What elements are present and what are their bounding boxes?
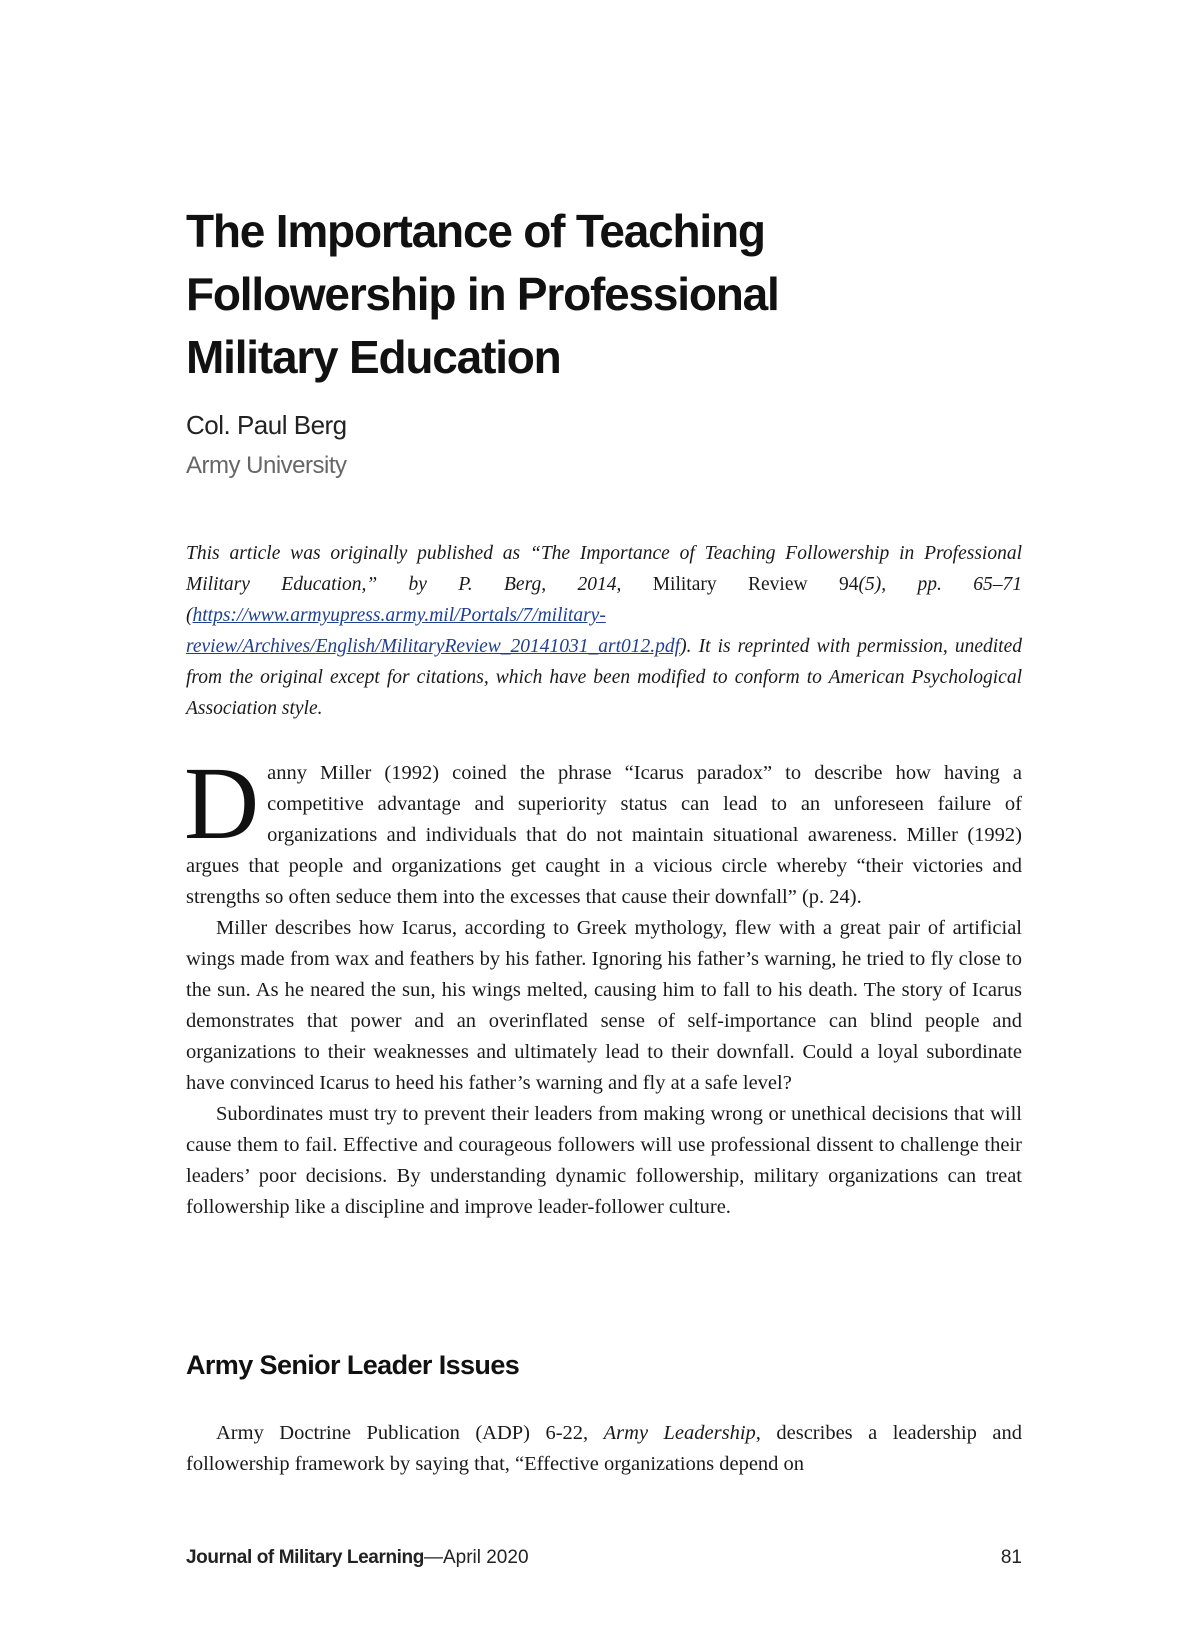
section-heading: Army Senior Leader Issues <box>186 1350 520 1380</box>
paragraph-text: anny Miller (1992) coined the phrase “Icarus paradox” to describe how having a competitive advantage and superiority status can lead to an unforeseen failure of organizations and individuals that do not maintain situational awareness. Miller (1992) argues that people and organizations get caught in a vicious circle whereby “their victories and strengths so often seduce them into the excesses that cause their downfall” (p. 24). <box>186 762 1022 908</box>
author-name: Col. Paul Berg <box>186 410 347 440</box>
title-line: Followership in Professional <box>186 268 779 320</box>
article-body <box>184 746 1022 1223</box>
body-paragraph: Subordinates must try to prevent their leaders from making wrong or unethical decisions that will cause them to fail. Effective and courageous followers will use professional dissent to challenge their leaders’ poor decisions. By understanding dynamic followership, military organizations can treat followership like a discipline and improve leader-follower culture. <box>186 1103 1022 1218</box>
title-line: The Importance of Teaching <box>186 205 765 257</box>
issue-date: —April 2020 <box>423 1547 529 1568</box>
publication-note <box>186 538 1022 724</box>
note-journal: Military Review 94 <box>652 574 859 595</box>
note-text: ). It is reprinted with permission, unedited from the original except for citations, which have been modified to conform to American Psychological Association style. <box>186 636 1022 719</box>
drop-cap: D <box>184 746 260 861</box>
article-title <box>186 200 946 389</box>
page-footer <box>186 1547 1022 1569</box>
title-line: Military Education <box>186 331 561 383</box>
section-body <box>186 1418 1022 1480</box>
body-paragraph: Miller describes how Icarus, according to Greek mythology, flew with a great pair of artificial wings made from wax and feathers by his father. Ignoring his father’s warning, he tried to fly close to the sun. As he neared the sun, his wings melted, causing him to fall to his death. The story of Icarus demonstrates that power and an overinflated sense of self-importance can blind people and organizations to their weaknesses and ultimately lead to their downfall. Could a loyal subordinate have convinced Icarus to heed his father’s warning and fly at a safe level? <box>186 917 1022 1094</box>
note-text: This article was originally published as “The Importance of Teaching Followership in Professional Military Education,” by P. Berg, 2014, <box>186 543 1022 595</box>
journal-name: Journal of Military Learning <box>186 1547 424 1568</box>
publication-title: Army Leadership <box>603 1422 756 1444</box>
paragraph-text: , describes a leadership and followership framework by saying that, “Effective organizations depend on <box>186 1422 1023 1475</box>
body-paragraph <box>186 1418 1022 1480</box>
source-link[interactable]: https://www.armyupress.army.mil/Portals/7/military-review/Archives/English/MilitaryReview_20141031_art012.pdf <box>186 605 681 657</box>
paragraph-text: Army Doctrine Publication (ADP) 6-22, <box>216 1422 604 1444</box>
body-paragraph <box>184 746 1022 913</box>
author-affiliation: Army University <box>186 452 347 479</box>
page-number: 81 <box>1000 1547 1022 1568</box>
note-text: (5), pp. 65–71 ( <box>186 574 1022 626</box>
